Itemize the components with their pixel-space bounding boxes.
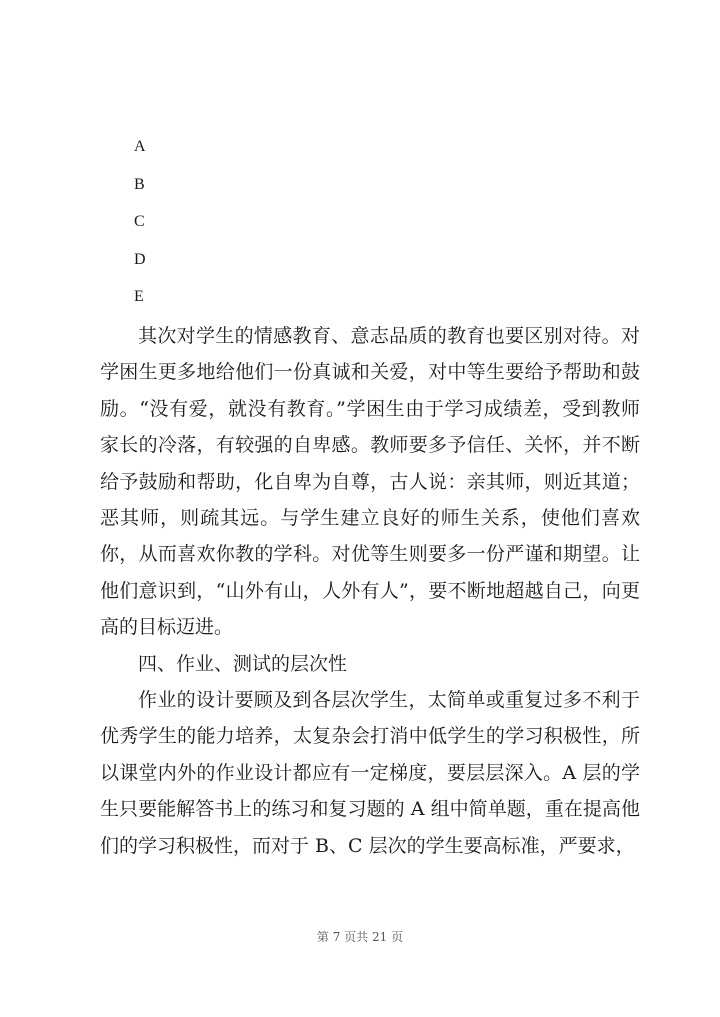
page-footer: 第 7 页共 21 页 [316, 930, 404, 944]
list-letter-e: E [134, 288, 144, 305]
list-letter-a: A [134, 138, 146, 155]
paragraph-emotional-education: 其次对学生的情感教育、意志品质的教育也要区别对待。对学困生更多地给他们一份真诚和关爱，对中等生要给予帮助和鼓励。“没有爱，就没有教育。”学困生由于学习成绩差，受到教师家长的冷落，有较强的自卑感。教师要多予信任、关怀，并不断给予鼓励和帮助，化自卑为自尊，古人说：亲其师，则近其道；恶其师，则疏其远。与学生建立良好的师生关系，使他们喜欢你，从而喜欢你教的学科。对优等生则要多一份严谨和期望。让他们意识到，“山外有山，人外有人”，要不断地超越自己，向更高的目标迈进。 [100, 325, 640, 639]
list-letter-c: C [134, 213, 145, 230]
list-letter-b: B [134, 175, 145, 193]
section-heading: 四、作业、测试的层次性 [138, 652, 348, 675]
document-body [100, 318, 640, 864]
list-letter-d: D [134, 250, 146, 268]
paragraph-homework-design: 作业的设计要顾及到各层次学生，太简单或重复过多不利于优秀学生的能力培养，太复杂会打消中低学生的学习积极性，所以课堂内外的作业设计都应有一定梯度，要层层深入。A 层的学生只要能解答书上的练习和复习题的 A 组中简单题，重在提高他们的学习积极性，而对于 B、C 层次的学生要高标准，严要求， [100, 689, 640, 857]
letter-list [134, 135, 146, 323]
